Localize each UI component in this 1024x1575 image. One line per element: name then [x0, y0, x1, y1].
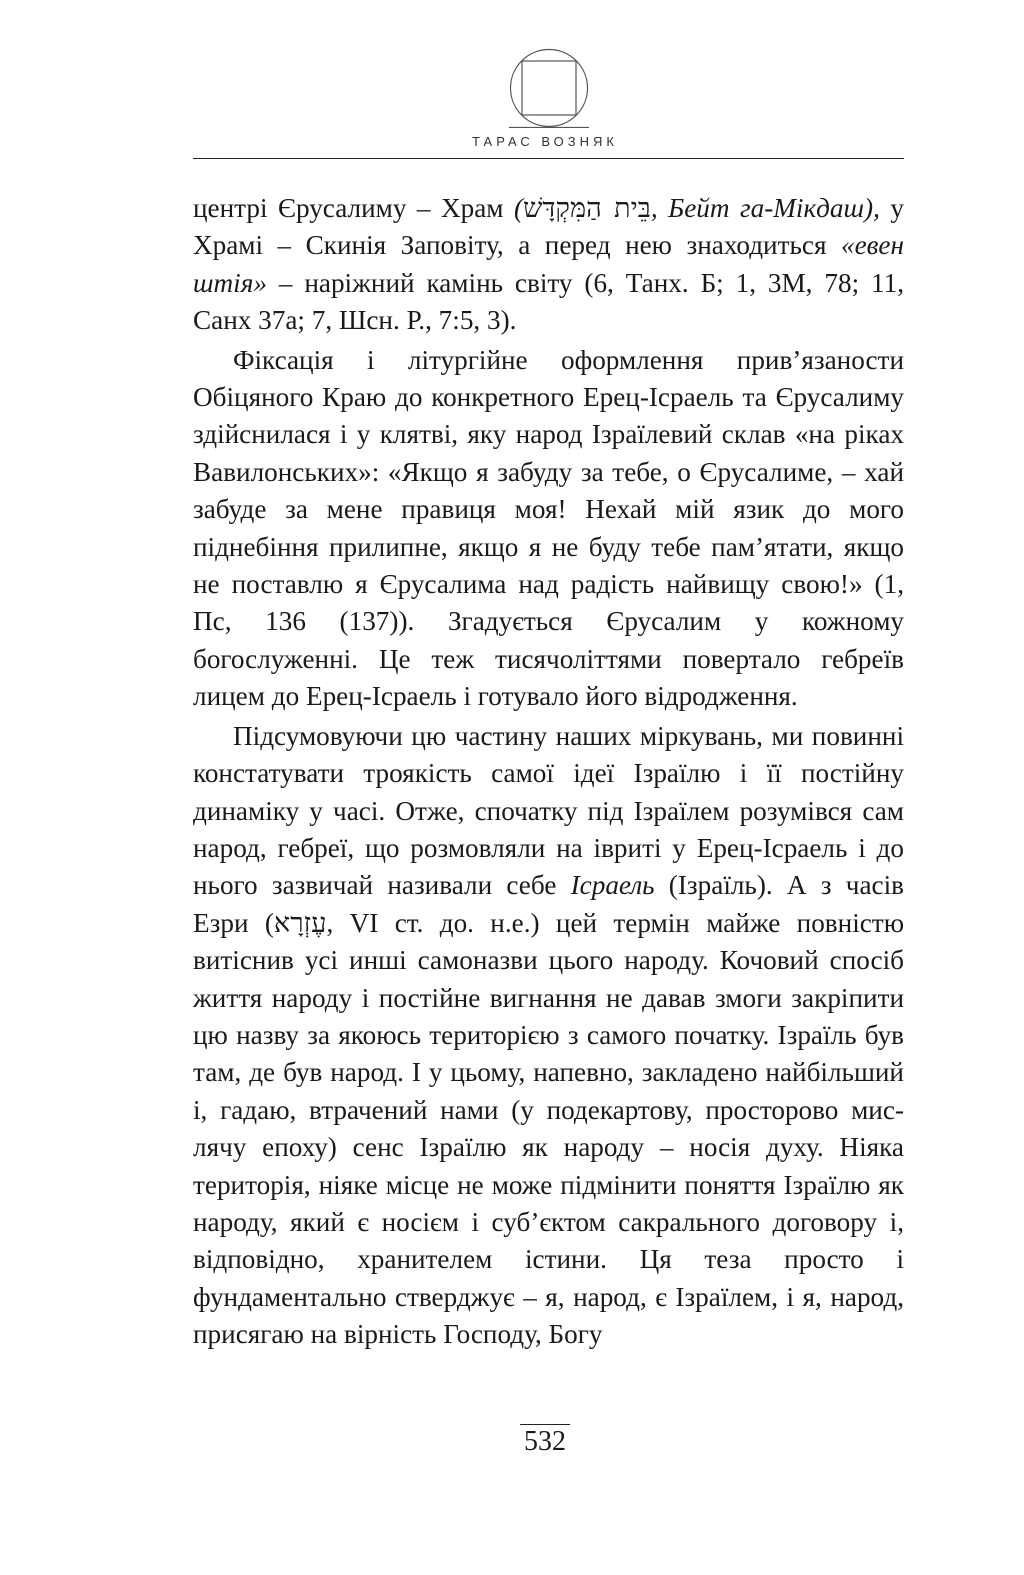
p1-italic-even-shtiya: «евен штія» — [193, 230, 904, 298]
p3-text-5: , VI ст. до. н.е.) цей термін майже повністю витіснив усі инші самоназви цього народу. Кочовий спосіб життя народу і постійне вигнання не давав змоги закріпити цю назву за якоюсь територією з самого початку. Ізраїль був там, де був народ. І у цьому, напевно, закладено найбільший і, гадаю, втрачений нами (у подекартову, просторово мислячу епоху) сенс Ізраїлю як народу – носія духу. Ніяка територія, ніяке місце не може підмінити поняття Ізраїлю як народу, який є носієм і суб’єктом сакрального договору і, відповідно, хранителем істини. Ця теза просто і фундаментально стверджує – я, народ, є Ізраїлем, і я, народ, присягаю на вірність Господу, Богу — [193, 907, 905, 1350]
p3-text-3: (Ізраїль). А з часів Езри ( — [193, 870, 904, 938]
paragraph-3 — [193, 718, 904, 1354]
header-rule — [193, 158, 904, 159]
paragraph-1 — [193, 190, 904, 340]
page-number: 532 — [520, 1424, 570, 1459]
p1-italic-open: ( — [514, 193, 524, 223]
running-head-title: ТАРАС ВОЗНЯК — [472, 134, 618, 149]
p3-italic-israel: Ісраель — [570, 870, 655, 901]
main-text — [193, 190, 904, 1354]
p1-text-1: центрі Єрусалиму – Храм — [193, 193, 515, 223]
paragraph-2: Фіксація і літургійне оформлення прив’язаности Обіцяного Краю до конкретного Ерец-Ісраель та Єрусалиму здійснилася і у клятві, яку народ Ізраїлевий склав «на ріках Вавилонських»: «Якщо я забуду за тебе, о Єрусалиме, – хай забуде за мене правиця моя! Нехай мій язик до мого піднебіння прилипне, якщо я не буду тебе пам’ятати, якщо не поставлю я Єрусалима над радість найвищу свою!» (1, Пс, 136 (137)). Згадується Єрусалим у кожному богослуженні. Це теж тисячоліттями повертало гебреїв лицем до Ерец-Ісраель і готувало його відродження. — [193, 344, 904, 712]
circle-square-emblem-icon — [509, 48, 589, 128]
p3-text-1: Підсумовуючи цю частину наших міркувань, ми повинні констатувати троякість самої ідеї Ізраїлю і її постійну динаміку у часі. Отже, спочатку під Ізраїлем розумівся сам народ, гебреї, що розмовляли на івриті у Ерец-Ісраель і до нього зазвичай називали себе — [193, 720, 904, 901]
p1-text-5: – наріжний камінь світу (6, Танх. Б; 1, 3М, 78; 11, Санх 37а; 7, Шсн. Р., 7:5, 3). — [193, 267, 904, 336]
p1-italic-rest: , Бейт га-Мікдаш), — [650, 193, 880, 223]
p3-hebrew-ezra: עֶזְרָא — [273, 907, 327, 939]
p1-hebrew-beit-hamikdash: בֵּית הַמִּקְדָּשׁ — [523, 193, 651, 224]
p1-text-3: у Храмі – Скинія Заповіту, а перед нею знаходиться — [193, 193, 904, 261]
page-number-footer — [0, 1424, 1024, 1459]
